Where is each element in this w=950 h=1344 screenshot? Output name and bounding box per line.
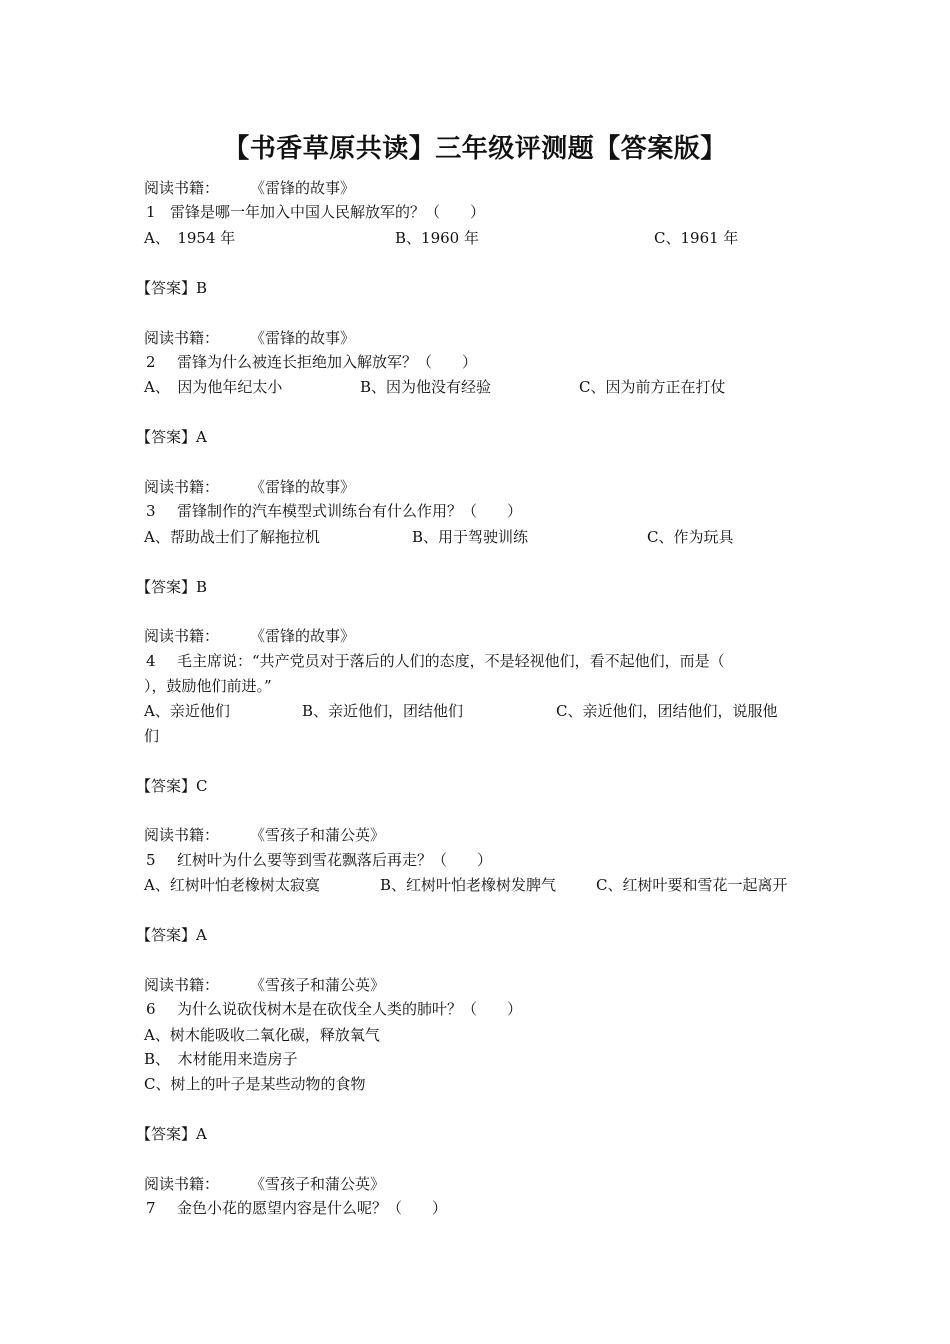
- answer: 【答案】C: [136, 777, 208, 795]
- question-text: 红树叶为什么要等到雪花飘落后再走？（ ）: [177, 851, 493, 869]
- book-title: 《雷锋的故事》: [250, 478, 356, 496]
- option-b: B、1960 年: [395, 229, 479, 247]
- option-a: A、红树叶怕老橡树太寂寞: [144, 876, 320, 894]
- question-text: 为什么说砍伐树木是在砍伐全人类的肺叶？（ ）: [177, 1000, 523, 1018]
- answer: 【答案】A: [136, 1125, 207, 1143]
- question-number: 7: [146, 1199, 156, 1217]
- option-a: A、树木能吸收二氧化碳，释放氧气: [144, 1026, 380, 1044]
- option-a: A、亲近他们: [144, 702, 230, 720]
- option-b: B、因为他没有经验: [360, 378, 492, 396]
- option-c: C、树上的叶子是某些动物的食物: [144, 1075, 366, 1093]
- book-title: 《雷锋的故事》: [250, 627, 356, 645]
- option-c: C、红树叶要和雪花一起离开: [596, 876, 788, 894]
- book-title: 《雪孩子和蒲公英》: [250, 976, 386, 994]
- book-label: 阅读书籍：: [144, 976, 220, 994]
- book-title: 《雪孩子和蒲公英》: [250, 826, 386, 844]
- option-b: B、亲近他们，团结他们: [302, 702, 464, 720]
- question-number: 3: [146, 502, 156, 520]
- book-label: 阅读书籍：: [144, 329, 220, 347]
- answer: 【答案】B: [136, 279, 208, 297]
- question-text: 雷锋制作的汽车模型式训练台有什么作用？（ ）: [177, 502, 523, 520]
- answer: 【答案】A: [136, 428, 207, 446]
- option-b: B、 木材能用来造房子: [144, 1050, 298, 1068]
- page-title: 【书香草原共读】三年级评测题【答案版】: [223, 134, 727, 164]
- option-c: C、亲近他们，团结他们，说服他: [556, 702, 778, 720]
- question-text: 毛主席说：“共产党员对于落后的人们的态度，不是轻视他们，看不起他们，而是（: [177, 652, 725, 670]
- book-label: 阅读书籍：: [144, 1175, 220, 1193]
- option-c: C、1961 年: [654, 229, 739, 247]
- book-title: 《雷锋的故事》: [250, 329, 356, 347]
- option-a: A、 1954 年: [144, 229, 236, 247]
- option-b: B、红树叶怕老橡树发脾气: [380, 876, 557, 894]
- book-title: 《雪孩子和蒲公英》: [250, 1175, 386, 1193]
- option-c-continued: 们: [144, 727, 160, 745]
- option-a: A、 因为他年纪太小: [144, 378, 283, 396]
- option-b: B、用于驾驶训练: [412, 528, 529, 546]
- option-c: C、作为玩具: [647, 528, 734, 546]
- question-text: 雷锋为什么被连长拒绝加入解放军？（ ）: [177, 353, 478, 371]
- book-label: 阅读书籍：: [144, 478, 220, 496]
- question-text: 金色小花的愿望内容是什么呢？（ ）: [177, 1199, 448, 1217]
- book-label: 阅读书籍：: [144, 826, 220, 844]
- option-c: C、因为前方正在打仗: [579, 378, 726, 396]
- option-a: A、帮助战士们了解拖拉机: [144, 528, 320, 546]
- question-number: 2: [146, 353, 156, 371]
- answer: 【答案】B: [136, 578, 208, 596]
- answer: 【答案】A: [136, 926, 207, 944]
- question-text: 雷锋是哪一年加入中国人民解放军的？（ ）: [170, 203, 486, 221]
- question-number: 1: [146, 203, 156, 221]
- question-number: 4: [146, 652, 156, 670]
- book-label: 阅读书籍：: [144, 179, 220, 197]
- question-number: 5: [146, 851, 156, 869]
- book-title: 《雷锋的故事》: [250, 179, 356, 197]
- book-label: 阅读书籍：: [144, 627, 220, 645]
- question-number: 6: [146, 1000, 156, 1018]
- question-text-continued: ），鼓励他们前进。”: [144, 677, 272, 695]
